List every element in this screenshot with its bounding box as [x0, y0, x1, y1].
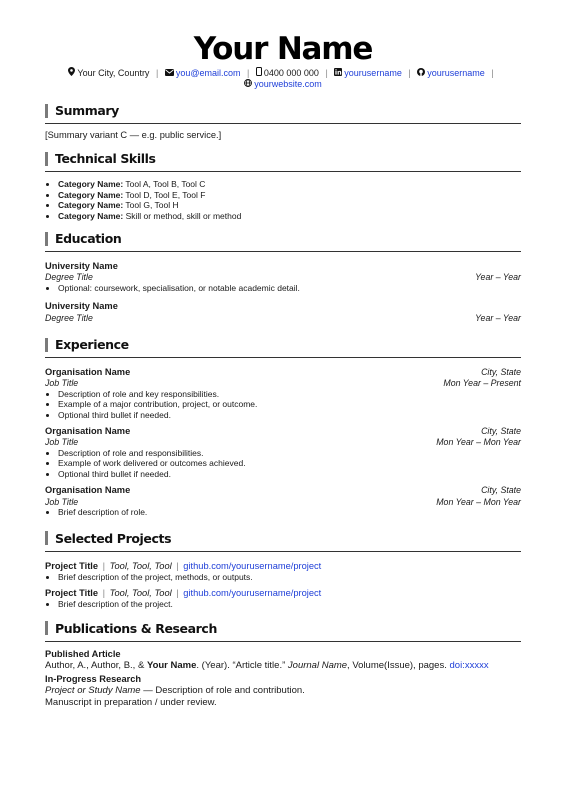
org-name: Organisation Name: [45, 485, 131, 496]
school-name: University Name: [45, 261, 118, 272]
project-tools: Tool, Tool, Tool: [109, 588, 172, 599]
degree-title: Degree Title: [45, 272, 93, 283]
email-link[interactable]: you@email.com: [175, 68, 241, 78]
research-heading: In-Progress Research: [45, 673, 142, 684]
list-item: • Optional third bullet if needed.: [58, 469, 521, 480]
section-title: Technical Skills: [55, 151, 156, 167]
project-bullets: [45, 572, 521, 583]
job-dates: Mon Year – Present: [443, 378, 521, 389]
education-years: Year – Year: [475, 312, 521, 323]
inprogress-research: [45, 674, 521, 709]
list-item: [58, 211, 521, 222]
org-row: [45, 367, 521, 378]
separator: |: [102, 560, 106, 571]
separator: |: [325, 68, 328, 78]
school-name: University Name: [45, 301, 118, 312]
separator: |: [247, 68, 250, 78]
skill-value: Tool A, Tool B, Tool C: [125, 179, 206, 190]
section-header: [45, 103, 521, 124]
degree-row: [45, 272, 521, 283]
list-item: • Description of role and key responsibilities.: [58, 389, 521, 400]
list-item: • Description of role and responsibilities.: [58, 448, 521, 459]
phone-text: 0400 000 000: [263, 68, 319, 78]
globe-icon: [244, 79, 252, 90]
list-item: [58, 200, 521, 211]
org-location: City, State: [481, 426, 521, 437]
section-bar: [45, 531, 48, 545]
education-entry: [45, 301, 521, 323]
section-header: [45, 151, 521, 172]
linkedin-icon: [334, 68, 342, 79]
degree-title: Degree Title: [45, 312, 93, 323]
list-item: • Optional: coursework, specialisation, or notable academic detail.: [58, 283, 521, 294]
project-tools: Tool, Tool, Tool: [109, 560, 172, 571]
section-header: [45, 531, 521, 552]
location-text: Your City, Country: [77, 68, 150, 78]
citation-authors: Author, A., Author, B., &: [45, 660, 145, 672]
research-desc: — Description of role and contribution.: [140, 685, 305, 697]
skill-label: Category Name:: [58, 179, 124, 190]
list-item: • Optional third bullet if needed.: [58, 410, 521, 421]
publication-citation: [45, 660, 521, 672]
resume-name: Your Name: [193, 31, 373, 67]
project-link[interactable]: github.com/yourusername/project: [183, 560, 322, 571]
citation-volume: , Volume(Issue), pages.: [347, 660, 447, 672]
section-title: Publications & Research: [55, 620, 217, 636]
website-link[interactable]: yourwebsite.com: [254, 79, 322, 89]
role-row: [45, 437, 521, 448]
section-header: [45, 337, 521, 358]
list-item: • Example of work delivered or outcomes achieved.: [58, 458, 521, 469]
experience-bullets: [45, 507, 521, 518]
job-title: Job Title: [45, 378, 79, 389]
section-header: [45, 231, 521, 252]
publication-heading: Published Article: [45, 648, 121, 659]
citation-you: Your Name: [146, 660, 197, 672]
project-title: Project Title: [45, 588, 99, 599]
list-item: • Brief description of role.: [58, 507, 521, 518]
experience-entry: [45, 367, 521, 420]
experience-bullets: [45, 389, 521, 421]
github-link[interactable]: yourusername: [427, 68, 485, 78]
education-section: [45, 231, 521, 323]
project-bullets: [45, 599, 521, 610]
projects-section: [45, 531, 521, 610]
skill-value: Tool D, Tool E, Tool F: [125, 189, 206, 200]
citation-journal: Journal Name: [287, 660, 348, 672]
published-article: [45, 649, 521, 672]
project-entry: [45, 588, 521, 610]
separator: |: [176, 588, 179, 599]
phone-icon: [256, 67, 262, 79]
education-bullets: [45, 283, 521, 294]
org-name: Organisation Name: [45, 367, 131, 378]
separator: |: [408, 68, 411, 78]
publications-section: [45, 621, 521, 709]
section-title: Selected Projects: [55, 530, 172, 546]
citation-title: . (Year). “Article title.”: [196, 660, 286, 672]
section-title: Experience: [55, 337, 129, 353]
summary-text: [Summary variant C — e.g. public service.]: [45, 130, 222, 140]
list-item: [58, 179, 521, 190]
separator: |: [102, 588, 106, 599]
role-row: [45, 497, 521, 508]
list-item: • Example of a major contribution, project, or outcome.: [58, 399, 521, 410]
project-title: Project Title: [45, 560, 99, 571]
job-title: Job Title: [45, 437, 79, 448]
degree-row: [45, 313, 521, 324]
org-name: Organisation Name: [45, 426, 131, 437]
skills-section: [45, 151, 521, 221]
linkedin-link[interactable]: yourusername: [344, 68, 402, 78]
summary-section: [45, 103, 521, 141]
skills-list: [45, 179, 521, 221]
contact-line: [45, 67, 521, 90]
skill-label: Category Name:: [58, 200, 124, 211]
section-bar: [45, 232, 48, 246]
skill-value: Skill or method, skill or method: [125, 210, 242, 221]
email-icon: [165, 68, 174, 79]
education-years: Year – Year: [475, 272, 521, 283]
separator: |: [491, 68, 494, 78]
research-line: [45, 685, 521, 697]
skill-value: Tool G, Tool H: [125, 200, 179, 211]
section-header: [45, 621, 521, 642]
list-item: • Brief description of the project.: [58, 599, 521, 610]
org-row: [45, 426, 521, 437]
section-bar: [45, 104, 48, 118]
doi-link[interactable]: doi:xxxxx: [449, 660, 489, 672]
job-title: Job Title: [45, 496, 79, 507]
org-location: City, State: [481, 367, 521, 378]
section-title: Summary: [55, 103, 119, 118]
skill-label: Category Name:: [58, 189, 124, 200]
list-item: [58, 190, 521, 201]
experience-bullets: [45, 448, 521, 480]
location-icon: [68, 67, 75, 79]
skill-label: Category Name:: [58, 210, 124, 221]
github-icon: [417, 68, 425, 79]
experience-section: [45, 337, 521, 518]
section-bar: [45, 338, 48, 352]
project-link[interactable]: github.com/yourusername/project: [183, 588, 322, 599]
education-entry: [45, 261, 521, 293]
org-location: City, State: [481, 485, 521, 496]
org-row: [45, 485, 521, 496]
research-project: Project or Study Name: [45, 685, 141, 697]
separator: |: [155, 68, 159, 78]
section-bar: [45, 621, 48, 635]
job-dates: Mon Year – Mon Year: [436, 496, 521, 507]
section-bar: [45, 152, 48, 166]
research-status: Manuscript in preparation / under review.: [45, 696, 217, 708]
list-item: • Brief description of the project, methods, or outputs.: [58, 572, 521, 583]
job-dates: Mon Year – Mon Year: [436, 437, 521, 448]
separator: |: [176, 560, 179, 571]
experience-entry: [45, 485, 521, 517]
section-title: Education: [55, 231, 122, 247]
experience-entry: [45, 426, 521, 479]
role-row: [45, 378, 521, 389]
project-entry: [45, 561, 521, 583]
